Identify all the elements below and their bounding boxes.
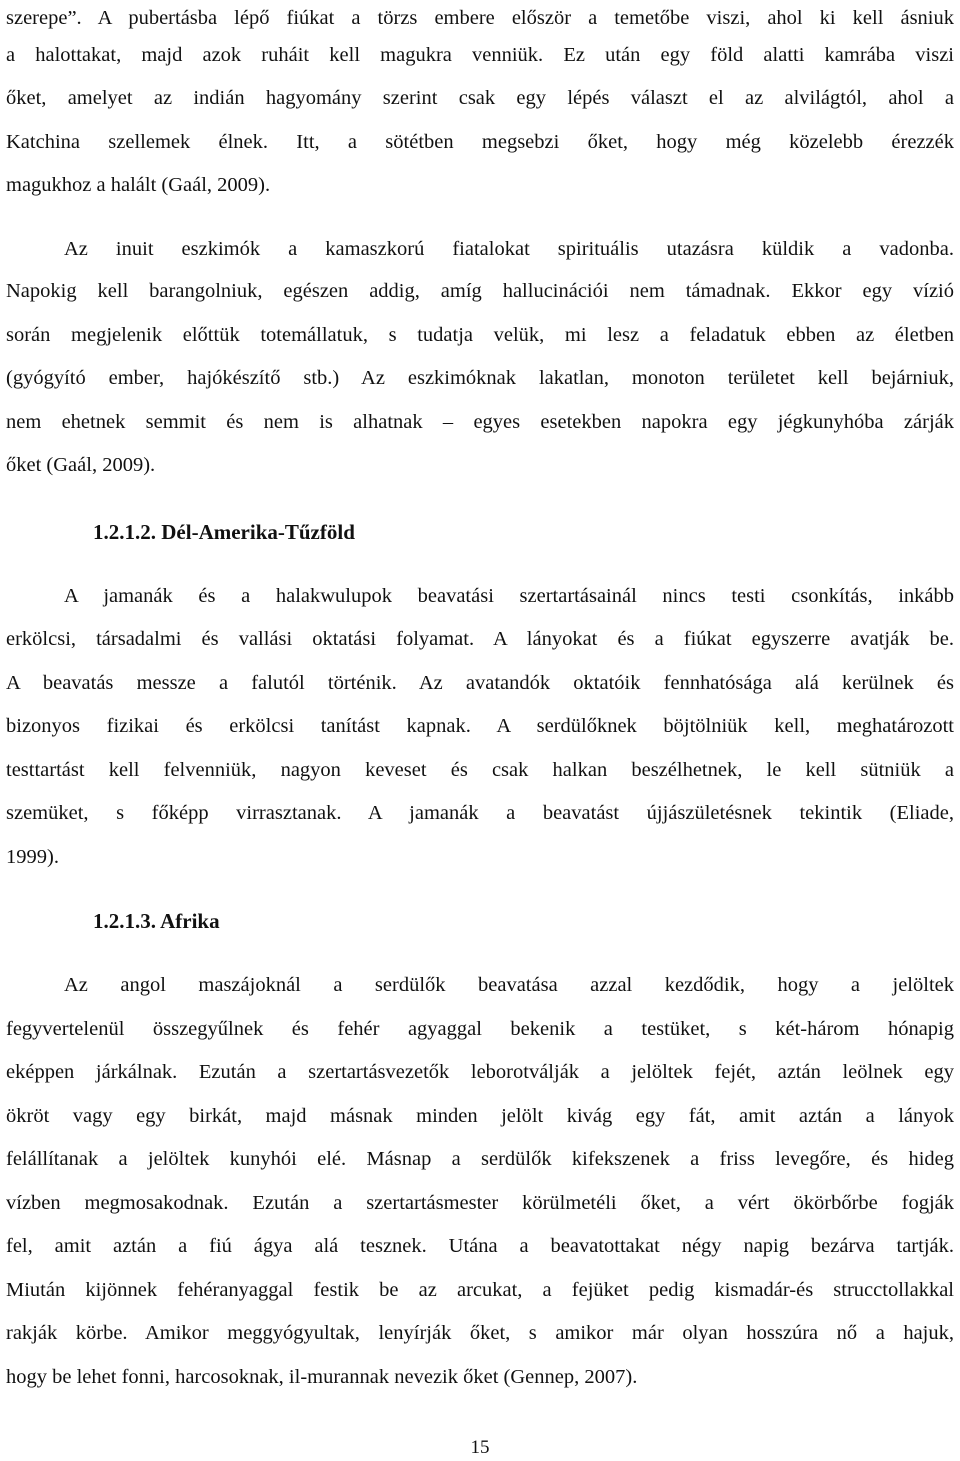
section-heading: 1.2.1.2. Dél-Amerika-Tűzföld bbox=[93, 520, 355, 544]
text-line: magukhoz a halált (Gaál, 2009). bbox=[6, 174, 271, 196]
text-line: (gyógyító ember, hajókészítő stb.) Az eszkimóknak lakatlan, monoton területet kell bejárniuk, bbox=[6, 367, 954, 389]
text-line: őket, amelyet az indián hagyomány szerint csak egy lépés választ el az alvilágtól, ahol a bbox=[6, 87, 954, 109]
text-line: felállítanak a jelöltek kunyhói elé. Másnap a serdülők kifekszenek a friss levegőre, és hideg bbox=[6, 1148, 954, 1170]
page-number: 15 bbox=[470, 1437, 490, 1458]
text-line: fel, amit aztán a fiú ágya alá tesznek. Utána a beavatottakat négy napig bezárva tartják. bbox=[6, 1235, 954, 1257]
text-line: őket (Gaál, 2009). bbox=[6, 454, 156, 476]
text-line: Az angol maszájoknál a serdülők beavatása azzal kezdődik, hogy a jelöltek bbox=[64, 974, 954, 996]
text-line: 1999). bbox=[6, 846, 59, 868]
text-line: a halottakat, majd azok ruháit kell magukra venniük. Ez után egy föld alatti kamrába viszi bbox=[6, 44, 954, 66]
text-line: Napokig kell barangolniuk, egészen addig, amíg hallucinációi nem támadnak. Ekkor egy vízió bbox=[6, 280, 954, 302]
text-line: Katchina szellemek élnek. Itt, a sötétben megsebzi őket, hogy még közelebb érezzék bbox=[6, 131, 954, 153]
text-line: szemüket, s főképp virrasztanak. A jamanák a beavatást újjászületésnek tekintik (Eliade, bbox=[6, 802, 954, 824]
text-line: Miután kijönnek fehéranyaggal festik be az arcukat, a fejüket pedig kismadár-és strucctollakkal bbox=[6, 1279, 954, 1301]
text-line: A jamanák és a halakwulupok beavatási szertartásainál nincs testi csonkítás, inkább bbox=[64, 585, 954, 607]
text-line: vízben megmosakodnak. Ezután a szertartásmester körülmetéli őket, a vért ökörbőrbe fogják bbox=[6, 1192, 954, 1214]
text-line: hogy be lehet fonni, harcosoknak, il-murannak nevezik őket (Gennep, 2007). bbox=[6, 1366, 638, 1388]
text-line: rakják körbe. Amikor meggyógyultak, lenyírják őket, s amikor már olyan hosszúra nő a hajuk, bbox=[6, 1322, 954, 1344]
text-line: A beavatás messze a falutól történik. Az avatandók oktatóik fennhatósága alá kerülnek és bbox=[6, 672, 954, 694]
text-line: nem ehetnek semmit és nem is alhatnak – egyes esetekben napokra egy jégkunyhóba zárják bbox=[6, 411, 954, 433]
text-line: során megjelenik előttük totemállatuk, s tudatja velük, mi lesz a feladatuk ebben az életben bbox=[6, 324, 954, 346]
text-line: bizonyos fizikai és erkölcsi tanítást kapnak. A serdülőknek böjtölniük kell, meghatározott bbox=[6, 715, 954, 737]
text-line: Az inuit eszkimók a kamaszkorú fiatalokat spirituális utazásra küldik a vadonba. bbox=[64, 238, 954, 260]
section-heading: 1.2.1.3. Afrika bbox=[93, 909, 220, 933]
text-line: szerepe”. A pubertásba lépő fiúkat a törzs embere először a temetőbe viszi, ahol ki kell ásniuk bbox=[6, 7, 954, 29]
text-line: fegyvertelenül összegyűlnek és fehér agyaggal bekenik a testüket, s két-három hónapig bbox=[6, 1018, 954, 1040]
text-line: eképpen járkálnak. Ezután a szertartásvezetők leborotválják a jelöltek fejét, aztán leölnek egy bbox=[6, 1061, 954, 1083]
text-line: erkölcsi, társadalmi és vallási oktatási folyamat. A lányokat és a fiúkat egyszerre avatják be. bbox=[6, 628, 954, 650]
text-line: ökröt vagy egy birkát, majd másnak minden jelölt kivág egy fát, amit aztán a lányok bbox=[6, 1105, 954, 1127]
text-line: testtartást kell felvenniük, nagyon keveset és csak halkan beszélhetnek, le kell sütniük a bbox=[6, 759, 954, 781]
